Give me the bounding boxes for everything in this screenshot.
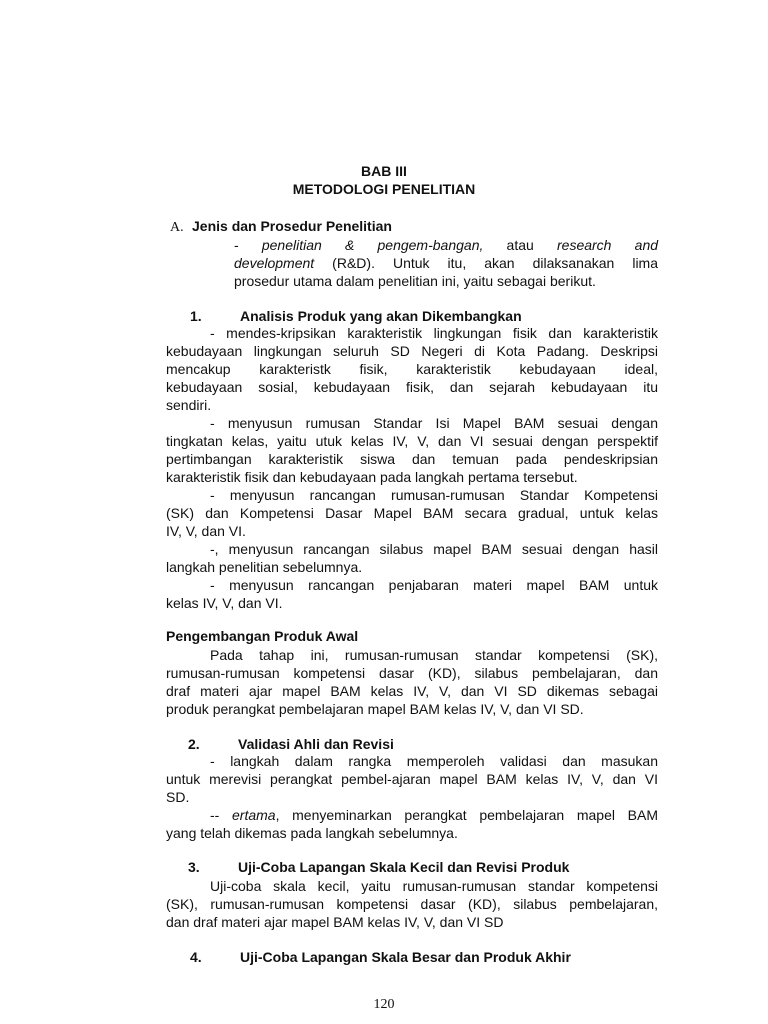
- paragraph-line: (SK) dan Kompetensi Dasar Mapel BAM secara gradual, untuk kelas: [166, 505, 658, 521]
- paragraph-line: produk perangkat pembelajaran mapel BAM kelas IV, V, dan VI SD.: [166, 701, 584, 717]
- paragraph-line: rumusan-rumusan kompetensi dasar (KD), silabus pembelajaran, dan: [166, 665, 658, 681]
- paragraph-line: dan draf materi ajar mapel BAM kelas IV, V, dan VI SD: [166, 914, 504, 930]
- pengembangan-body: [166, 646, 658, 718]
- paragraph-line: kebudayaan lingkungan seluruh SD Negeri di Kota Padang. Deskripsi: [166, 343, 658, 359]
- step-4-heading: 4. Uji-Coba Lapangan Skala Besar dan Produk Akhir: [190, 949, 571, 965]
- step-2-heading: 2. Validasi Ahli dan Revisi: [188, 736, 394, 752]
- paragraph-line: IV, V, dan VI.: [166, 523, 246, 539]
- section-a-intro: [234, 236, 658, 290]
- chapter-title: METODOLOGI PENELITIAN: [292, 181, 476, 197]
- paragraph-line: sendiri.: [166, 397, 212, 413]
- paragraph-line: Uji-coba skala kecil, yaitu rumusan-rumusan standar kompetensi: [210, 878, 658, 894]
- intro-line-1: - penelitian & pengem-bangan, atau research and: [234, 237, 659, 253]
- step-2-body: [166, 752, 658, 842]
- paragraph-line: langkah penelitian sebelumnya.: [166, 559, 363, 575]
- paragraph-line: - menyusun rancangan rumusan-rumusan Standar Kompetensi: [210, 487, 658, 503]
- step-1-heading: 1. Analisis Produk yang akan Dikembangkan: [190, 308, 522, 324]
- paragraph-line: untuk merevisi perangkat pembel-ajaran mapel BAM kelas IV, V, dan VI: [166, 771, 658, 787]
- intro-line-3: prosedur utama dalam penelitian ini, yaitu sebagai berikut.: [234, 273, 596, 289]
- paragraph-line: -- ertama, menyeminarkan perangkat pembelajaran mapel BAM: [210, 807, 658, 823]
- paragraph-line: - mendes-kripsikan karakteristik lingkungan fisik dan karakteristik: [210, 325, 658, 341]
- paragraph-line: pertimbangan karakteristik siswa dan temuan pada pendeskripsian: [166, 451, 658, 467]
- page-number: 120: [373, 997, 395, 1012]
- intro-line-2: development (R&D). Untuk itu, akan dilaksanakan lima: [234, 255, 658, 271]
- paragraph-line: yang telah dikemas pada langkah sebelumnya.: [166, 825, 458, 841]
- paragraph-line: - menyusun rumusan Standar Isi Mapel BAM sesuai dengan: [210, 415, 658, 431]
- section-letter: A.: [170, 220, 184, 235]
- step-3-heading: 3. Uji-Coba Lapangan Skala Kecil dan Revisi Produk: [188, 859, 570, 875]
- paragraph-line: karakteristik fisik dan kebudayaan pada langkah pertama tersebut.: [166, 469, 578, 485]
- step-3-body: [166, 877, 658, 931]
- paragraph-line: - langkah dalam rangka memperoleh validasi dan masukan: [210, 753, 658, 769]
- paragraph-line: -, menyusun rancangan silabus mapel BAM sesuai dengan hasil: [210, 541, 658, 557]
- step-1-body: [166, 324, 658, 612]
- section-a-title: Jenis dan Prosedur Penelitian: [192, 218, 392, 234]
- paragraph-line: draf materi ajar mapel BAM kelas IV, V, dan VI SD dikemas sebagai: [166, 683, 658, 699]
- paragraph-line: mencakup karakteristk fisik, karakteristik kebudayaan ideal,: [166, 361, 658, 377]
- paragraph-line: tingkatan kelas, yaitu utuk kelas IV, V, dan VI sesuai dengan perspektif: [166, 433, 658, 449]
- section-a-heading: [170, 218, 392, 236]
- paragraph-line: kebudayaan sosial, kebudayaan fisik, dan sejarah kebudayaan itu: [166, 379, 658, 395]
- paragraph-line: SD.: [166, 789, 190, 805]
- chapter-number: BAB III: [361, 163, 407, 179]
- paragraph-line: (SK), rumusan-rumusan kompetensi dasar (KD), silabus pembelajaran,: [166, 896, 658, 912]
- pengembangan-heading: Pengembangan Produk Awal: [166, 628, 359, 644]
- paragraph-line: Pada tahap ini, rumusan-rumusan standar kompetensi (SK),: [210, 647, 658, 663]
- paragraph-line: kelas IV, V, dan VI.: [166, 595, 283, 611]
- paragraph-line: - menyusun rancangan penjabaran materi mapel BAM untuk: [210, 577, 658, 593]
